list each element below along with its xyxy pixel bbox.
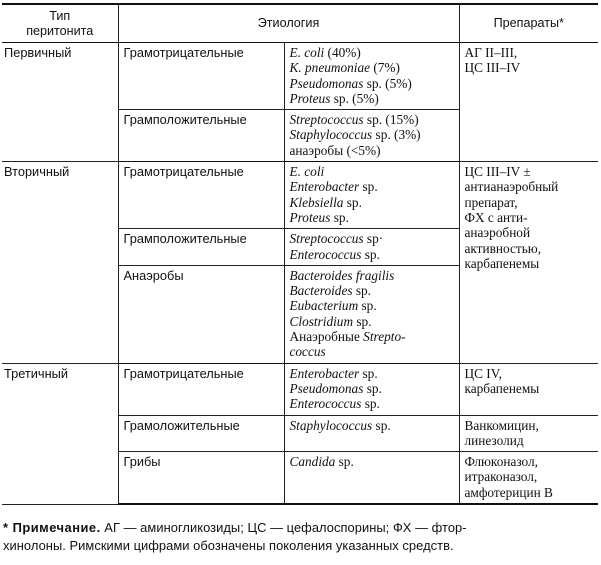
organism-note: sp. [352, 283, 372, 299]
organism-name: coccus [289, 344, 326, 360]
organism-note: sp. [361, 396, 380, 412]
organism-name: Streptococcus [289, 231, 364, 247]
footnote [2, 519, 598, 555]
group-cell: Грамположительные [118, 110, 284, 162]
organism-line [290, 283, 455, 298]
organism-line [290, 195, 455, 210]
table-row [2, 162, 598, 229]
organism-line [290, 396, 455, 411]
organism-line [290, 366, 455, 381]
drug-line: анаэробной [464, 225, 531, 241]
header-type-line2: перитонита [26, 23, 94, 38]
organism-note: sp. [359, 179, 378, 195]
organism-line [290, 60, 455, 75]
drugs-cell [459, 452, 598, 504]
organism-line [290, 247, 455, 262]
organism-note: (40%) [324, 45, 361, 60]
organism-name: K. pneumoniae [289, 60, 371, 76]
header-drugs: Препараты* [459, 4, 598, 43]
organisms-cell [284, 265, 459, 363]
organism-line [290, 112, 455, 127]
group-cell: Грамположительные [118, 229, 284, 266]
footnote-line2: хинолоны. Римскими цифрами обозначены поколения указанных средств. [3, 538, 454, 554]
organism-name: Klebsiella [289, 194, 344, 210]
document [2, 3, 598, 555]
peritonitis-table [2, 3, 598, 505]
type-cell: Третичный [2, 363, 118, 504]
drug-line: Флюконазол, [464, 454, 538, 470]
drug-line: амфотерицин В [464, 484, 553, 500]
organism-line [290, 76, 455, 91]
drug-line: итраконазол, [464, 469, 538, 485]
organism-note: Анаэробные [289, 329, 364, 345]
organism-note: sp. [330, 209, 349, 225]
drug-line: карбапенемы [464, 380, 540, 396]
organism-line [290, 418, 455, 433]
organism-name: Proteus [289, 90, 331, 106]
organism-note: sp· [363, 231, 384, 247]
footnote-line1 [3, 519, 598, 537]
type-cell: Вторичный [2, 162, 118, 364]
organism-note: sp. (3%) [372, 127, 421, 143]
organism-name: Strepto- [363, 329, 406, 345]
drug-line: АГ II–III, [464, 45, 518, 60]
organism-name: E. coli [289, 164, 325, 180]
organism-name: Staphylococcus [289, 417, 373, 433]
organism-note: (7%) [370, 60, 400, 76]
drug-line: препарат, [464, 194, 518, 210]
organism-note: sp. [363, 380, 382, 396]
organism-line [290, 231, 455, 246]
organism-line [290, 454, 455, 469]
organism-line [290, 268, 455, 283]
organism-note: sp. (5%) [363, 75, 412, 91]
organism-name: Candida [289, 454, 336, 470]
organism-note: анаэробы (<5%) [289, 142, 381, 158]
organism-note: sp. [358, 298, 377, 314]
organism-name: Enterococcus [289, 396, 362, 412]
organism-line [290, 45, 455, 60]
drug-line: ФХ с анти- [464, 209, 528, 225]
organism-note: sp. [361, 246, 380, 262]
organisms-cell [284, 452, 459, 504]
organism-line [290, 314, 455, 329]
footnote-text1: АГ — аминогликозиды; ЦС — цефалоспорины; ФХ — фтор- [100, 520, 467, 536]
organism-note: sp. (15%) [363, 112, 419, 128]
group-cell: Грамотрицательные [118, 363, 284, 415]
table-body [2, 43, 598, 505]
organism-line [290, 143, 455, 158]
header-row [2, 4, 598, 43]
drug-line: ЦС III–IV [464, 60, 521, 76]
organism-line [290, 329, 455, 344]
organism-name: E. coli [289, 45, 325, 60]
organism-name: Proteus [289, 209, 331, 225]
drugs-cell [459, 43, 598, 162]
organism-name: Bacteroides [289, 283, 353, 299]
organism-note: sp. [335, 454, 354, 470]
organisms-cell [284, 110, 459, 162]
drugs-cell [459, 363, 598, 415]
organism-name: Staphylococcus [289, 127, 373, 143]
header-type-line1: Тип [49, 8, 71, 23]
organism-line [290, 179, 455, 194]
organisms-cell [284, 363, 459, 415]
group-cell: Грамотрицательные [118, 43, 284, 110]
organism-name: Streptococcus [289, 112, 364, 128]
organism-note: sp. [372, 417, 391, 433]
organisms-cell [284, 229, 459, 266]
organism-note: sp. [359, 365, 378, 381]
organism-line [290, 381, 455, 396]
organism-name: Enterobacter [289, 179, 360, 195]
table-row [2, 363, 598, 415]
drug-line: антианаэробный [464, 179, 559, 195]
organism-line [290, 164, 455, 179]
organism-line [290, 298, 455, 313]
group-cell: Грибы [118, 452, 284, 504]
drug-line: Ванкомицин, [464, 417, 539, 433]
organism-name: Enterococcus [289, 246, 362, 262]
drug-line: линезолид [464, 432, 524, 448]
organisms-cell [284, 415, 459, 452]
organism-note: sp. [353, 313, 372, 329]
organism-name: Bacteroides fragilis [289, 267, 395, 283]
organisms-cell [284, 43, 459, 110]
type-cell: Первичный [2, 43, 118, 162]
organism-name: Eubacterium [289, 298, 359, 314]
organism-note: sp. (5%) [330, 90, 379, 106]
header-etiology: Этиология [118, 4, 459, 43]
organism-name: Pseudomonas [289, 380, 364, 396]
footnote-label: * Примечание. [3, 520, 101, 536]
drug-line: активностью, [464, 240, 542, 256]
organisms-cell [284, 162, 459, 229]
group-cell: Грамоложительные [118, 415, 284, 452]
organism-line [290, 127, 455, 142]
drugs-cell [459, 162, 598, 364]
drug-line: ЦС III–IV ± [464, 164, 531, 180]
drugs-cell [459, 415, 598, 452]
group-cell: Грамотрицательные [118, 162, 284, 229]
drug-line: карбапенемы [464, 255, 540, 271]
table-row [2, 43, 598, 110]
organism-name: Enterobacter [289, 365, 360, 381]
organism-name: Clostridium [289, 313, 354, 329]
organism-line [290, 210, 455, 225]
organism-line [290, 91, 455, 106]
drug-line: ЦС IV, [464, 365, 502, 381]
organism-note: sp. [343, 194, 362, 210]
header-type [2, 4, 118, 43]
organism-name: Pseudomonas [289, 75, 364, 91]
organism-line [290, 344, 455, 359]
group-cell: Анаэробы [118, 265, 284, 363]
